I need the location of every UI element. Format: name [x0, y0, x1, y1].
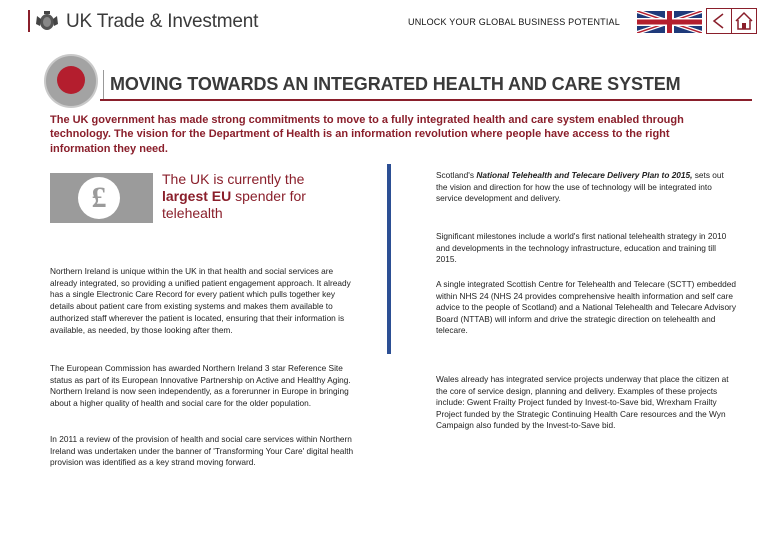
page-title: MOVING TOWARDS AN INTEGRATED HEALTH AND CARE SYSTEM: [110, 74, 681, 94]
royal-crest-icon: [34, 10, 60, 34]
callout-part1: The UK is currently the: [162, 171, 305, 187]
scotland-plan-paragraph: [436, 170, 736, 205]
title-underline: [100, 99, 752, 101]
wales-paragraph: Wales already has integrated service projects underway that place the citizen at the core of service design, planning and delivery. Examples of these projects include: Gwent Frailty Project funded by Invest-to-Save bid, Wrexham Frailty Project funded by the Strategic Continuing Health Care resources and the Wyn Campaign also funded by the Invest-to-Save bid.: [436, 374, 729, 431]
award-badge-center: [57, 66, 85, 94]
back-button[interactable]: [706, 8, 732, 34]
logo-divider: [28, 10, 30, 32]
intro-text: The UK government has made strong commitments to move to a fully integrated health and care system enabled through technology. The vision for the Department of Health is an information revolution where people have access to the right information they need.: [50, 114, 684, 155]
home-button[interactable]: [731, 8, 757, 34]
review-2011-paragraph: In 2011 a review of the provision of health and social care services within Northern Ireland was undertaken under the banner of 'Transforming Your Care' digital health provision was identified as a key strand moving forward.: [50, 434, 354, 468]
column-divider: [387, 164, 391, 354]
callout-text: [162, 171, 342, 222]
northern-ireland-paragraph: Northern Ireland is unique within the UK in that health and social services are already integrated, so providing a unified patient engagement approach. It already has a single Electronic Care Record for every patient which pulls together key details about patient care from existing systems and makes them available to authorized staff wherever the patient is located, ensuring that their information is available, as needed, by those looking after them.: [50, 266, 351, 335]
back-arrow-icon: [707, 9, 731, 33]
european-commission-paragraph: The European Commission has awarded Northern Ireland 3 star Reference Site status as part of its European Innovative Partnership on Active and Healthy Aging. Northern Ireland is now seen independently, as a forerunner in Europe in bringing about a higher quality of health and social care for the older population.: [50, 363, 351, 409]
scotland-prefix: Scotland's: [436, 170, 475, 180]
sctt-paragraph: A single integrated Scottish Centre for Telehealth and Telecare (SCTT) embedded within NHS 24 (NHS 24 provides comprehensive health information and self care advice to the people of Scotland) and a National Telehealth and Telecare Advisory Board (NTTAB) will inform and drive the strategic direction on telehealth and telecare.: [436, 279, 736, 336]
home-icon: [732, 9, 756, 33]
scotland-plan-rest: sets out the vision and direction for how the use of technology will be integrated into service development and delivery.: [436, 170, 724, 204]
pound-icon: £: [78, 177, 120, 219]
logo-text[interactable]: UK Trade & Investment: [66, 11, 259, 32]
union-flag-icon: [637, 11, 702, 33]
tagline: UNLOCK YOUR GLOBAL BUSINESS POTENTIAL: [408, 17, 620, 27]
milestones-paragraph: Significant milestones include a world's first national telehealth strategy in 2010 and developments in the technology infrastructure, education and training till 2015.: [436, 231, 727, 265]
callout-part2: spender for telehealth: [162, 188, 306, 221]
scotland-plan-title: National Telehealth and Telecare Delivery Plan to 2015,: [476, 170, 693, 180]
title-rule: [103, 70, 104, 100]
callout-highlight: largest EU: [162, 188, 232, 204]
